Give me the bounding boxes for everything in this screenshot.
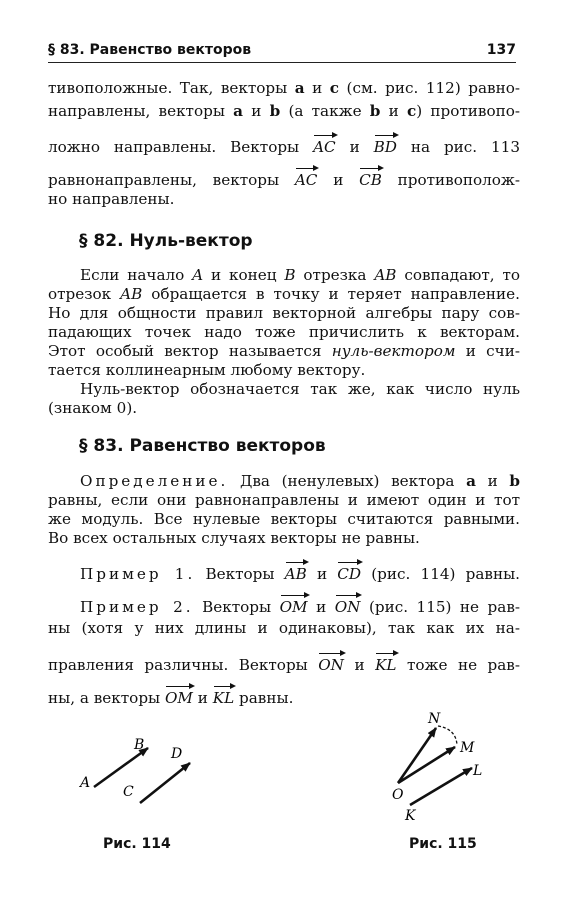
vector-kl-arrow (410, 768, 472, 805)
page-header (48, 40, 516, 63)
point-d-label: D (171, 746, 183, 762)
vector-kl: KL (375, 652, 396, 675)
text-line: Во всех остальных случаях векторы не равны. (48, 529, 420, 547)
text-line: тивоположные. Так, векторы a и c (см. рис. 112) равно- (48, 79, 520, 97)
text-line: но направлены. (48, 190, 175, 208)
text-line: направлены, векторы a и b (а также b и c) противопо- (48, 102, 521, 120)
vector-cd: CD (337, 561, 361, 584)
point-c-label: C (123, 784, 134, 800)
text-line: Этот особый вектор называется нуль-вектором и счи- (48, 342, 520, 360)
point-k-label: K (405, 808, 416, 824)
vector-ab: AB (285, 561, 307, 584)
point-m-label: M (460, 740, 475, 756)
point-b-label: B (134, 737, 145, 753)
figure-115 (380, 705, 500, 825)
vector-om: OM (280, 594, 308, 617)
intro-paragraph (48, 79, 520, 209)
section-82-body (48, 266, 520, 418)
text-line: Определение. Два (ненулевых) вектора a и b (80, 472, 521, 490)
section-83-heading: § 83. Равенство векторов (79, 436, 326, 456)
text-line: тается коллинеарным любому вектору. (48, 361, 366, 379)
vector-bd: BD (374, 134, 397, 157)
point-l-label: L (473, 763, 483, 779)
text-line: отрезок AB обращается в точку и теряет направление. (48, 285, 520, 303)
figure-114 (70, 725, 210, 815)
text-line: Если начало A и конец B отрезка AB совпадают, то (80, 266, 520, 284)
text-line: Пример 2. Векторы OM и ON (рис. 115) не рав- (48, 594, 520, 613)
vector-on: ON (335, 594, 361, 617)
vector-on-arrow (398, 728, 436, 783)
text-line: падающих точек надо тоже причислить к векторам. (48, 323, 520, 341)
text-line: ны (хотя у них длины и одинаковы), так как их на- (48, 619, 520, 637)
text-line: ложно направлены. Векторы AC и BD на рис. 113 (48, 134, 520, 153)
dashed-arc (438, 726, 457, 745)
text-line: Но для общности правил векторной алгебры пару сов- (48, 304, 520, 322)
vector-cb: CB (359, 167, 382, 190)
header-title: § 83. Равенство векторов (48, 42, 252, 58)
text-line: ны, а векторы OM и KL равны. (48, 685, 520, 704)
point-n-label: N (428, 711, 441, 727)
point-a-label: A (80, 775, 91, 791)
text-line: Нуль-вектор обозначается так же, как число нуль (80, 380, 520, 398)
text-line: правления различны. Векторы ON и KL тоже не рав- (48, 652, 520, 671)
vector-ac: AC (313, 134, 336, 157)
text-line: (знаком 0). (48, 399, 138, 417)
text-line: Пример 1. Векторы AB и CD (рис. 114) равны. (48, 561, 520, 580)
figure-115-caption: Рис. 115 (409, 836, 477, 852)
vector-om-arrow (398, 747, 455, 783)
figure-114-caption: Рис. 114 (103, 836, 171, 852)
vector-cd-arrow (140, 763, 190, 803)
text-line: же модуль. Все нулевые векторы считаются равными. (48, 510, 520, 528)
point-o-label: O (392, 787, 404, 803)
text-line: равны, если они равнонаправлены и имеют один и тот (48, 491, 520, 509)
page-number: 137 (486, 42, 516, 58)
vector-om: OM (165, 685, 193, 708)
text-line: равнонаправлены, векторы AC и CB противополож- (48, 167, 520, 186)
vector-ab-arrow (94, 748, 148, 787)
section-83-body (48, 472, 521, 707)
vector-ac: AC (295, 167, 318, 190)
section-82-heading: § 82. Нуль-вектор (79, 231, 253, 251)
vector-kl: KL (213, 685, 234, 708)
vector-on: ON (318, 652, 344, 675)
